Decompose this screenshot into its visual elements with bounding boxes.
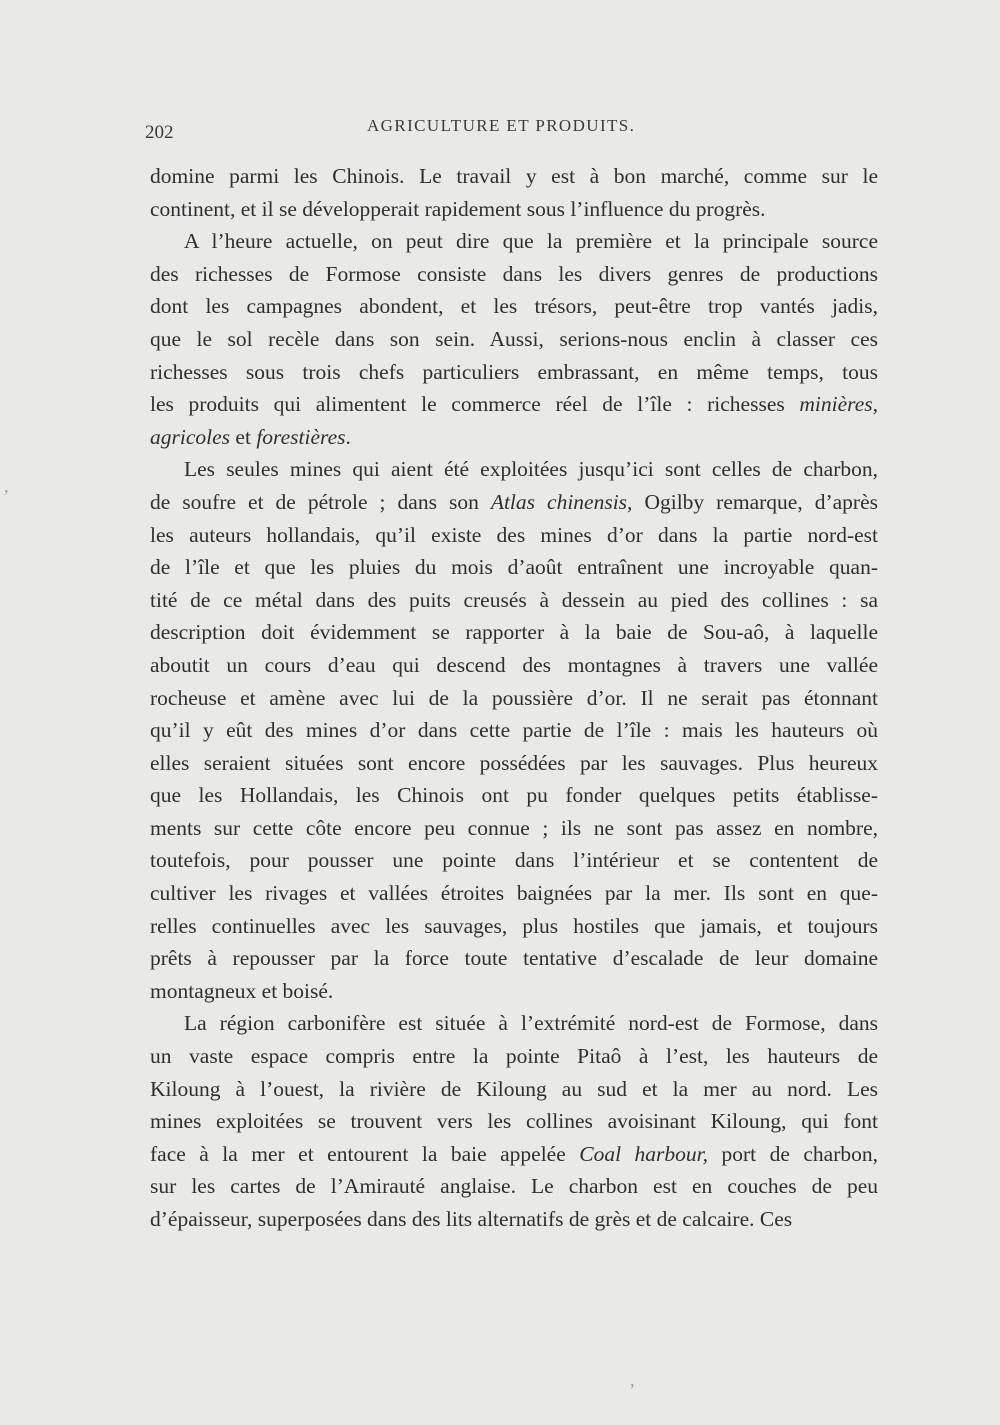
text-line: [150, 1203, 878, 1236]
italic-text: Coal harbour,: [579, 1141, 709, 1166]
margin-speck: ,: [630, 1370, 635, 1390]
italic-text: Atlas chinensis,: [490, 489, 633, 514]
text-line: [150, 258, 878, 291]
text-line: [150, 225, 878, 258]
text-run: tité de ce métal dans des puits creusés à dessein au pied des collines : sa: [150, 587, 878, 612]
text-run: richesses sous trois chefs particuliers embrassant, en même temps, tous: [150, 359, 878, 384]
paragraph: [150, 160, 878, 225]
text-run: aboutit un cours d’eau qui descend des montagnes à travers une vallée: [150, 652, 878, 677]
text-run: montagneux et boisé.: [150, 978, 334, 1003]
text-run: Ogilby remarque, d’après: [632, 489, 878, 514]
text-run: domine parmi les Chinois. Le travail y est à bon marché, comme sur le: [150, 164, 878, 188]
italic-text: forestières: [256, 424, 346, 449]
text-run: Les seules mines qui aient été exploitées jusqu’ici sont celles de charbon,: [184, 457, 878, 482]
text-run: d’épaisseur, superposées dans des lits alternatifs de grès et de calcaire. Ces: [150, 1207, 793, 1231]
text-run: dont les campagnes abondent, et les trésors, peut-être trop vantés jadis,: [150, 294, 878, 319]
text-run: A l’heure actuelle, on peut dire que la première et la principale source: [184, 229, 878, 254]
text-line: [150, 356, 878, 389]
text-run: elles seraient situées sont encore possédées par les sauvages. Plus heureux: [150, 750, 878, 775]
text-line: [150, 975, 878, 1008]
text-line: [150, 1170, 878, 1203]
italic-text: minières,: [799, 392, 878, 417]
text-line: [150, 519, 878, 552]
text-run: mines exploitées se trouvent vers les collines avoisinant Kiloung, qui font: [150, 1109, 878, 1134]
text-line: [150, 910, 878, 943]
text-run: .: [345, 424, 351, 449]
paragraph: [150, 1007, 878, 1235]
text-run: rocheuse et amène avec lui de la poussière d’or. Il ne serait pas étonnant: [150, 685, 878, 710]
text-line: [150, 160, 878, 193]
text-run: les produits qui alimentent le commerce réel de l’île : richesses: [150, 392, 800, 417]
running-title: AGRICULTURE ET PRODUITS.: [367, 116, 636, 135]
page-number: 202: [145, 122, 174, 143]
text-line: [150, 323, 878, 356]
text-line: [150, 714, 878, 747]
text-run: les auteurs hollandais, qu’il existe des mines d’or dans la partie nord-est: [150, 522, 878, 547]
text-run: un vaste espace compris entre la pointe Pitaô à l’est, les hauteurs de: [150, 1044, 878, 1069]
text-run: La région carbonifère est située à l’extrémité nord-est de Formose, dans: [184, 1011, 878, 1036]
text-run: qu’il y eût des mines d’or dans cette partie de l’île : mais les hauteurs où: [150, 718, 878, 743]
text-run: des richesses de Formose consiste dans les divers genres de productions: [150, 261, 878, 286]
text-line: [150, 812, 878, 845]
text-line: [150, 551, 878, 584]
text-line: [150, 486, 878, 519]
page-header: [145, 112, 880, 142]
text-line: [150, 1105, 878, 1138]
text-line: [150, 1073, 878, 1106]
text-run: description doit évidemment se rapporter à la baie de Sou-aô, à laquelle: [150, 620, 878, 645]
text-run: relles continuelles avec les sauvages, plus hostiles que jamais, et toujours: [150, 913, 878, 938]
text-line: [150, 747, 878, 780]
text-line: [150, 193, 878, 226]
text-line: [150, 290, 878, 323]
text-run: continent, et il se développerait rapidement sous l’influence du progrès.: [150, 196, 766, 221]
text-run: ments sur cette côte encore peu connue ; ils ne sont pas assez en nombre,: [150, 815, 878, 840]
text-run: de l’île et que les pluies du mois d’août entraînent une incroyable quan-: [150, 555, 878, 580]
text-run: que les Hollandais, les Chinois ont pu fonder quelques petits établisse-: [150, 783, 878, 808]
text-line: [150, 779, 878, 812]
text-line: [150, 649, 878, 682]
text-run: cultiver les rivages et vallées étroites baignées par la mer. Ils sont en que-: [150, 881, 878, 906]
text-line: [150, 421, 878, 454]
text-run: sur les cartes de l’Amirauté anglaise. Le charbon est en couches de peu: [150, 1174, 878, 1199]
paragraph: [150, 453, 878, 1007]
text-line: [150, 942, 878, 975]
text-line: [150, 877, 878, 910]
text-line: [150, 844, 878, 877]
text-line: [150, 616, 878, 649]
text-run: face à la mer et entourent la baie appelée: [150, 1141, 580, 1166]
text-line: [150, 1138, 878, 1171]
text-line: [150, 1040, 878, 1073]
margin-speck: ,: [4, 476, 9, 496]
text-run: Kiloung à l’ouest, la rivière de Kiloung au sud et la mer au nord. Les: [150, 1076, 878, 1101]
text-line: [150, 453, 878, 486]
text-line: [150, 1007, 878, 1040]
text-run: et: [230, 424, 257, 449]
italic-text: agricoles: [150, 424, 231, 449]
text-run: de soufre et de pétrole ; dans son: [150, 489, 491, 514]
paragraph: [150, 225, 878, 453]
text-run: prêts à repousser par la force toute tentative d’escalade de leur domaine: [150, 946, 878, 971]
text-run: que le sol recèle dans son sein. Aussi, serions-nous enclin à classer ces: [150, 326, 878, 351]
text-line: [150, 388, 878, 421]
body-text: [150, 160, 878, 1236]
text-line: [150, 682, 878, 715]
text-run: port de charbon,: [708, 1141, 878, 1166]
text-run: toutefois, pour pousser une pointe dans l’intérieur et se contentent de: [150, 848, 878, 873]
text-line: [150, 584, 878, 617]
